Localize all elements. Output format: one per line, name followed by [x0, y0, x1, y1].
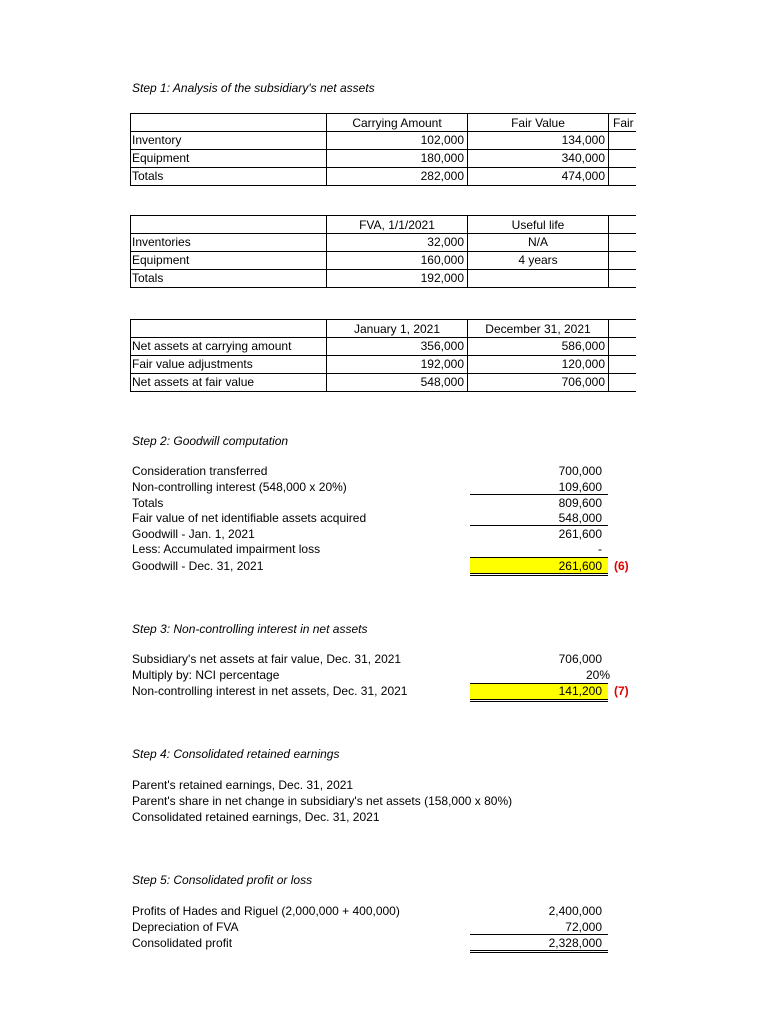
- goodwill-label: Goodwill - Dec. 31, 2021: [132, 559, 264, 573]
- table-row: [131, 356, 637, 374]
- empty-cell: [609, 338, 637, 356]
- row-label: Totals: [131, 168, 327, 186]
- row-label: Net assets at fair value: [131, 374, 327, 392]
- step1-title: Step 1: Analysis of the subsidiary's net assets: [132, 81, 375, 95]
- step2-title: Step 2: Goodwill computation: [132, 434, 289, 448]
- step3-title: Step 3: Non-controlling interest in net assets: [132, 622, 368, 636]
- header-blank: [131, 216, 327, 234]
- carrying-value: 102,000: [327, 132, 468, 150]
- fva-value: 192,000: [327, 270, 468, 288]
- goodwill-value: 809,600: [558, 496, 602, 510]
- goodwill-label: Totals: [132, 496, 164, 510]
- table-row: [131, 168, 637, 186]
- nci-label: Subsidiary's net assets at fair value, Dec. 31, 2021: [132, 652, 402, 666]
- profit-value: 72,000: [565, 920, 602, 934]
- table-row: [131, 270, 637, 288]
- empty-cell: [609, 270, 637, 288]
- row-label: Net assets at carrying amount: [131, 338, 327, 356]
- nci-total-value: 141,200: [558, 684, 602, 698]
- net-assets-analysis-table: [130, 113, 636, 186]
- january-value: 548,000: [327, 374, 468, 392]
- header-blank: [131, 114, 327, 132]
- empty-cell: [609, 234, 637, 252]
- header-fair-difference: Fair: [609, 114, 637, 132]
- table-row: [131, 252, 637, 270]
- useful-life-value: N/A: [468, 234, 609, 252]
- row-label: Inventories: [131, 234, 327, 252]
- row-label: Fair value adjustments: [131, 356, 327, 374]
- december-value: 586,000: [468, 338, 609, 356]
- header-fva: FVA, 1/1/2021: [327, 216, 468, 234]
- step5-title: Step 5: Consolidated profit or loss: [132, 873, 313, 887]
- reference-marker: (7): [614, 684, 629, 698]
- profit-value: 2,400,000: [548, 904, 602, 918]
- goodwill-label: Less: Accumulated impairment loss: [132, 542, 321, 556]
- header-january: January 1, 2021: [327, 320, 468, 338]
- carrying-value: 282,000: [327, 168, 468, 186]
- december-value: 120,000: [468, 356, 609, 374]
- table-row: [131, 132, 637, 150]
- useful-life-value: 4 years: [468, 252, 609, 270]
- nci-value: 20%: [585, 668, 610, 682]
- empty-cell: [609, 320, 637, 338]
- row-label: Equipment: [131, 252, 327, 270]
- january-value: 192,000: [327, 356, 468, 374]
- retained-earnings-label: Consolidated retained earnings, Dec. 31, 2021: [132, 810, 380, 824]
- subtotal-rule: [470, 934, 608, 935]
- january-value: 356,000: [327, 338, 468, 356]
- fva-value: 160,000: [327, 252, 468, 270]
- subtotal-rule: [470, 525, 608, 526]
- fair-value: 474,000: [468, 168, 609, 186]
- goodwill-label: Fair value of net identifiable assets acquired: [132, 511, 367, 525]
- nci-label: Multiply by: NCI percentage: [132, 668, 280, 682]
- profit-total-value: 2,328,000: [548, 936, 602, 950]
- fair-value: 134,000: [468, 132, 609, 150]
- table-row: [131, 374, 637, 392]
- profit-label: Consolidated profit: [132, 936, 233, 950]
- goodwill-value: -: [598, 542, 602, 556]
- profit-label: Depreciation of FVA: [132, 920, 239, 934]
- table-row: [131, 150, 637, 168]
- empty-cell: [609, 132, 637, 150]
- goodwill-value: 109,600: [558, 480, 602, 494]
- header-carrying-amount: Carrying Amount: [327, 114, 468, 132]
- nci-value: 706,000: [558, 652, 602, 666]
- table-row: [131, 338, 637, 356]
- table-row: [131, 234, 637, 252]
- header-useful-life: Useful life: [468, 216, 609, 234]
- fva-value: 32,000: [327, 234, 468, 252]
- row-label: Inventory: [131, 132, 327, 150]
- header-blank: [131, 320, 327, 338]
- empty-cell: [609, 356, 637, 374]
- goodwill-label: Goodwill - Jan. 1, 2021: [132, 527, 255, 541]
- nci-label: Non-controlling interest in net assets, Dec. 31, 2021: [132, 684, 408, 698]
- reference-marker: (6): [614, 559, 629, 573]
- profit-label: Profits of Hades and Riguel (2,000,000 + 400,000): [132, 904, 400, 918]
- header-december: December 31, 2021: [468, 320, 609, 338]
- goodwill-label: Consideration transferred: [132, 464, 268, 478]
- empty-cell: [609, 150, 637, 168]
- header-fair-value: Fair Value: [468, 114, 609, 132]
- subtotal-rule: [470, 557, 608, 558]
- goodwill-total-value: 261,600: [558, 559, 602, 573]
- total-double-rule: [470, 573, 608, 576]
- row-label: Equipment: [131, 150, 327, 168]
- empty-cell: [609, 374, 637, 392]
- net-assets-comparison-table: [130, 319, 636, 392]
- empty-cell: [609, 168, 637, 186]
- total-double-rule: [470, 699, 608, 702]
- goodwill-label: Non-controlling interest (548,000 x 20%): [132, 480, 347, 494]
- retained-earnings-label: Parent's retained earnings, Dec. 31, 2021: [132, 778, 354, 792]
- total-double-rule: [470, 950, 608, 953]
- goodwill-value: 700,000: [558, 464, 602, 478]
- empty-cell: [609, 216, 637, 234]
- carrying-value: 180,000: [327, 150, 468, 168]
- goodwill-value: 548,000: [558, 511, 602, 525]
- useful-life-value: [468, 270, 609, 288]
- subtotal-rule: [470, 494, 608, 495]
- fair-value-adjustments-table: [130, 215, 636, 288]
- step4-title: Step 4: Consolidated retained earnings: [132, 747, 340, 761]
- fair-value: 340,000: [468, 150, 609, 168]
- row-label: Totals: [131, 270, 327, 288]
- retained-earnings-label: Parent's share in net change in subsidiary's net assets (158,000 x 80%): [132, 794, 513, 808]
- empty-cell: [609, 252, 637, 270]
- december-value: 706,000: [468, 374, 609, 392]
- goodwill-value: 261,600: [558, 527, 602, 541]
